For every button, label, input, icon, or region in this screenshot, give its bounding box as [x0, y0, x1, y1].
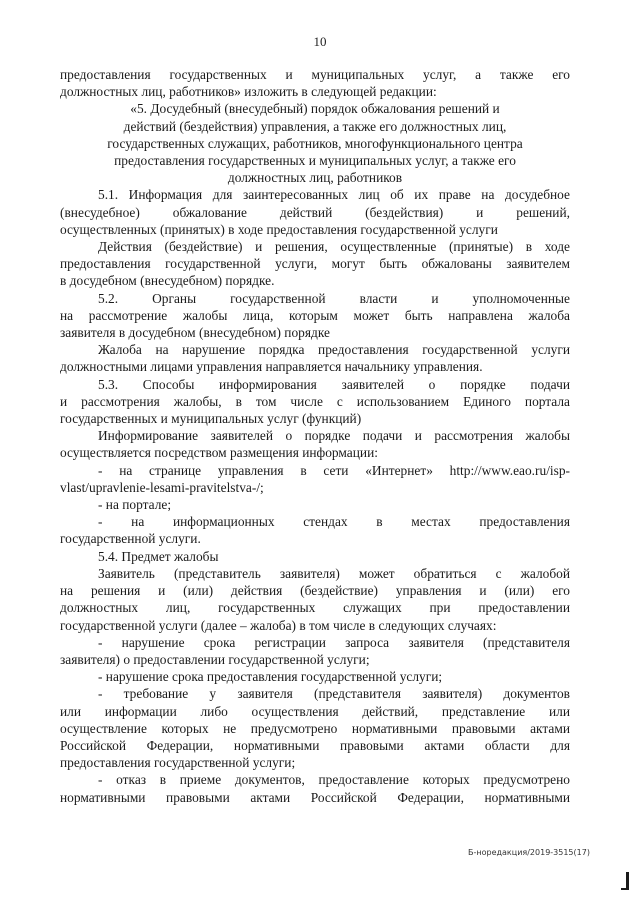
text-line: - на портале;	[98, 497, 172, 513]
text-line: предоставления государственных и муниципальных услуг, а также его	[60, 67, 570, 82]
text-line: 5.4. Предмет жалобы	[98, 548, 219, 564]
text-line: или информации либо осуществления действий, представление или	[60, 703, 570, 719]
page-number: 10	[313, 34, 327, 49]
text-line: - на странице управления в сети «Интернет» http://www.eao.ru/isp-	[98, 462, 570, 478]
text-line: государственной услуги.	[60, 531, 201, 547]
text-line: 5.1. Информация для заинтересованных лиц об их праве на досудебное	[98, 187, 570, 203]
text-line: на рассмотрение жалобы лица, которым может быть направлена жалоба	[60, 307, 570, 323]
text-line: заявителя) о предоставлении государственной услуги;	[60, 651, 370, 667]
text-line: должностных лиц, государственных служащих при предоставлении	[60, 600, 570, 616]
text-line: нормативными правовыми актами Российской Федерации, нормативными	[60, 789, 570, 805]
text-line: государственных и муниципальных услуг (функций)	[60, 411, 362, 427]
text-line: Информирование заявителей о порядке подачи и рассмотрения жалобы	[98, 428, 570, 444]
text-line: государственной услуги (далее – жалоба) в том числе в следующих случаях:	[60, 617, 497, 633]
text-line: 5.3. Способы информирования заявителей о порядке подачи	[98, 376, 570, 392]
text-line: должностных лиц, работников» изложить в следующей редакции:	[60, 84, 437, 100]
text-line: предоставления государственной услуги, могут быть обжалованы заявителем	[60, 256, 570, 272]
text-line: vlast/upravlenie-lesami-pravitelstva-/;	[60, 479, 264, 495]
text-line: 5.2. Органы государственной власти и уполномоченные	[98, 290, 570, 306]
text-line: Действия (бездействие) и решения, осуществленные (принятые) в ходе	[98, 239, 570, 255]
text-line: - требование у заявителя (представителя заявителя) документов	[98, 686, 570, 702]
document-body	[60, 66, 570, 806]
text-line: осуществление которых не предусмотрено нормативными правовыми актами	[60, 720, 570, 736]
section-heading-line: «5. Досудебный (внесудебный) порядок обжалования решений и	[130, 101, 500, 117]
text-line: в досудебном (внесудебном) порядке.	[60, 273, 275, 289]
section-heading-line: государственных служащих, работников, многофункционального центра	[107, 135, 523, 151]
text-line: - нарушение срока предоставления государственной услуги;	[98, 669, 443, 685]
text-line: Жалоба на нарушение порядка предоставления государственной услуги	[98, 342, 570, 358]
corner-scan-mark	[626, 872, 629, 890]
text-line: осуществляется посредством размещения информации:	[60, 445, 378, 461]
text-line: - нарушение срока регистрации запроса заявителя (представителя	[98, 634, 570, 650]
text-line: (внесудебное) обжалование действий (бездействия) и решений,	[60, 204, 570, 220]
text-line: осуществленных (принятых) в ходе предоставления государственной услуги	[60, 221, 498, 237]
text-line: - на информационных стендах в местах предоставления	[98, 514, 570, 530]
text-line: и рассмотрения жалобы, в том числе с использованием Единого портала	[60, 393, 570, 409]
section-heading-line: должностных лиц, работников	[227, 170, 403, 186]
text-line: Заявитель (представитель заявителя) может обратиться с жалобой	[98, 565, 570, 581]
text-line: должностными лицами управления направляется начальнику управления.	[60, 359, 483, 375]
text-line: Российской Федерации, нормативными правовыми актами области для	[60, 737, 570, 753]
text-line: на решения и (или) действия (бездействие) управления и (или) его	[60, 583, 570, 599]
section-heading-line: действий (бездействия) управления, а также его должностных лиц,	[123, 118, 507, 134]
document-code: Б-норедакция/2019-3515(17)	[468, 848, 590, 857]
text-line: заявителя в досудебном (внесудебном) порядке	[60, 325, 330, 341]
section-heading-line: предоставления государственных и муниципальных услуг, а также его	[114, 153, 516, 169]
text-line: - отказ в приеме документов, предоставление которых предусмотрено	[98, 772, 570, 788]
text-line: предоставления государственной услуги;	[60, 755, 296, 771]
